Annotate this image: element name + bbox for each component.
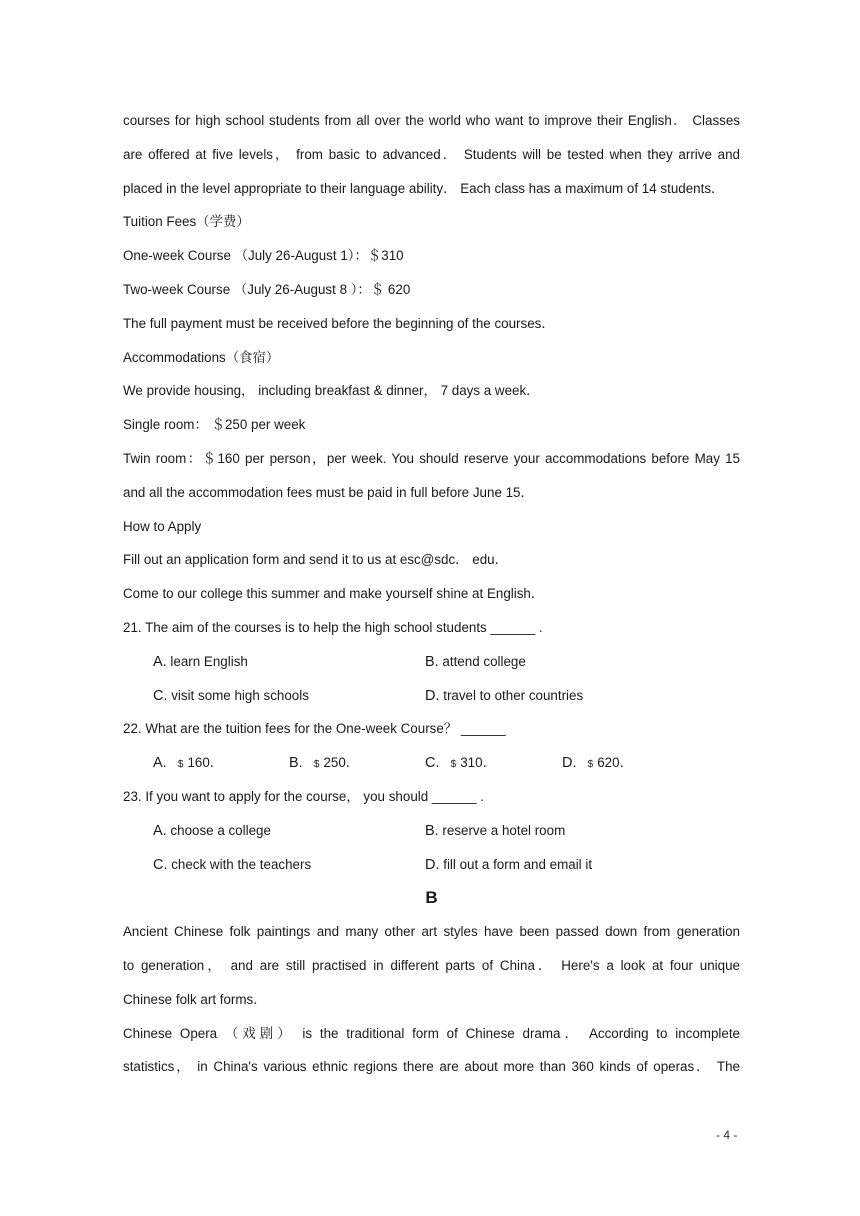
question-22-stem: 22. What are the tuition fees for the One-week Course？ ______ (123, 721, 506, 737)
option-letter: A. (153, 653, 167, 670)
tuition-heading: Tuition Fees（学费） (123, 214, 250, 230)
option-letter: C. (425, 755, 440, 772)
option-b[interactable] (289, 746, 359, 782)
question-21-options-row (123, 645, 740, 679)
two-week-fee: Two-week Course （July 26-August 8 ）：＄ 620 (123, 281, 411, 297)
option-text: choose a college (166, 822, 271, 838)
option-text: reserve a hotel room (438, 822, 566, 838)
option-letter: C. (153, 856, 168, 873)
option-letter: A. (153, 755, 167, 772)
passage-b-line: Chinese folk art forms． (123, 991, 267, 1007)
option-letter: B. (289, 755, 303, 772)
payment-note: The full payment must be received before the beginning of the courses． (123, 315, 555, 331)
option-letter: B. (425, 822, 439, 839)
option-letter: D. (425, 687, 440, 704)
option-text: learn English (166, 653, 248, 669)
question-23-options-row (123, 848, 740, 882)
twin-room-fee: Twin room：＄160 per person，per week. You should reserve your accommodations before May 15 (123, 450, 740, 466)
apply-instruction: Fill out an application form and send it to us at esc@sdc． edu． (123, 552, 509, 568)
option-value: 250． (323, 755, 360, 771)
question-21-options-row (123, 679, 740, 713)
option-text: visit some high schools (167, 687, 309, 703)
currency-symbol: $ (177, 759, 184, 771)
page-number: - 4 - (716, 1128, 738, 1142)
document-page (123, 104, 740, 1084)
option-letter: B. (425, 653, 439, 670)
option-a[interactable] (153, 814, 271, 849)
option-letter: D. (562, 755, 577, 772)
option-value: 620． (597, 755, 633, 771)
passage-b-line: to generation， and are still practised in different parts of China． Here's a look at four unique (123, 957, 740, 973)
passage-a-line: courses for high school students from all over the world who want to improve their English． Classes (123, 113, 740, 128)
currency-symbol: $ (587, 759, 594, 771)
option-d[interactable] (562, 746, 633, 782)
option-d[interactable] (425, 679, 583, 714)
question-23-stem: 23. If you want to apply for the course， you should ______ . (123, 788, 485, 804)
option-text: fill out a form and email it (439, 856, 593, 872)
option-text: check with the teachers (167, 856, 312, 872)
passage-a-line: are offered at five levels， from basic to advanced． Students will be tested when they arrive and (123, 146, 740, 162)
option-c[interactable] (425, 746, 496, 782)
twin-room-fee-cont: and all the accommodation fees must be paid in full before June 15． (123, 484, 534, 500)
apply-heading: How to Apply (123, 518, 202, 534)
passage-b-line: Chinese Opera （戏剧） is the traditional form of Chinese drama． According to incomplete (123, 1025, 740, 1041)
option-letter: D. (425, 856, 440, 873)
single-room-fee: Single room： ＄250 per week (123, 417, 306, 433)
option-a[interactable] (153, 746, 223, 782)
option-c[interactable] (153, 679, 309, 714)
currency-symbol: $ (450, 759, 457, 771)
option-a[interactable] (153, 645, 248, 680)
option-text: attend college (438, 653, 526, 669)
passage-a-line: placed in the level appropriate to their language ability． Each class has a maximum of 14 students． (123, 180, 725, 196)
option-d[interactable] (425, 848, 592, 883)
option-letter: A. (153, 822, 167, 839)
housing-note: We provide housing， including breakfast & dinner， 7 days a week． (123, 383, 540, 399)
one-week-fee: One-week Course （July 26-August 1）：＄310 (123, 248, 404, 264)
question-22-options-row (123, 746, 740, 780)
option-b[interactable] (425, 814, 565, 849)
accommodations-heading: Accommodations（食宿） (123, 349, 280, 365)
closing-line: Come to our college this summer and make yourself shine at English． (123, 586, 545, 602)
section-b-heading: B (425, 888, 438, 908)
option-letter: C. (153, 687, 168, 704)
option-b[interactable] (425, 645, 526, 680)
currency-symbol: $ (313, 759, 320, 771)
question-21-stem: 21. The aim of the courses is to help the high school students ______ . (123, 619, 543, 635)
passage-b-line: Ancient Chinese folk paintings and many other art styles have been passed down from generation (123, 924, 740, 940)
question-23-options-row (123, 814, 740, 848)
option-value: 160． (187, 755, 224, 771)
option-c[interactable] (153, 848, 311, 883)
option-value: 310． (460, 755, 496, 771)
passage-b-line: statistics， in China's various ethnic regions there are about more than 360 kinds of operas． The (123, 1059, 740, 1075)
option-text: travel to other countries (439, 687, 584, 703)
